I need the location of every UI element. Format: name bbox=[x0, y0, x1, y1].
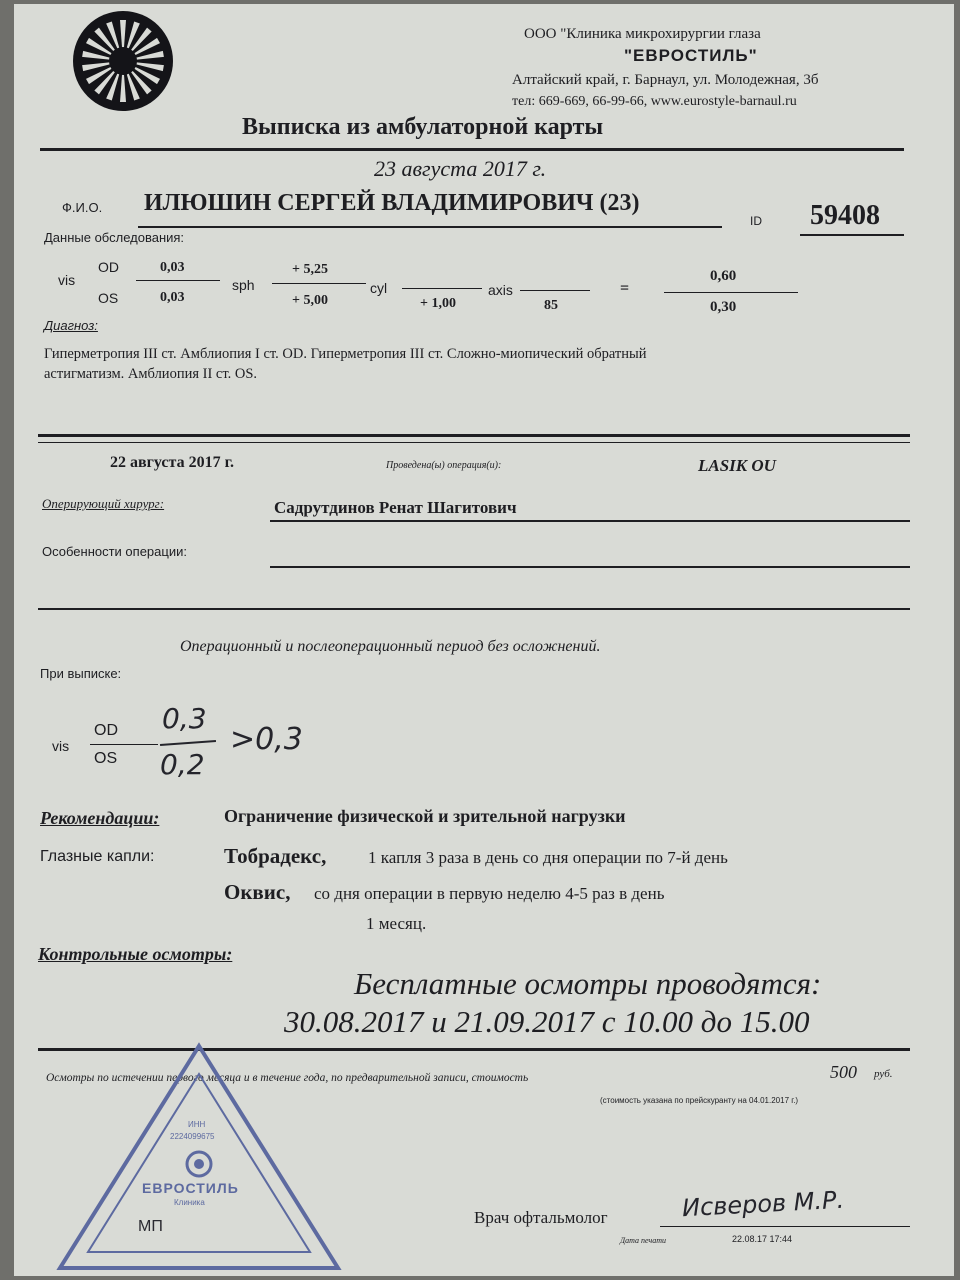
discharge-od-handwritten: 0,3 bbox=[162, 702, 207, 735]
discharge-vis-label: vis bbox=[52, 738, 70, 754]
document-title: Выписка из амбулаторной карты bbox=[242, 114, 604, 140]
fio-label: Ф.И.О. bbox=[62, 200, 103, 215]
os-axis-value: 85 bbox=[544, 298, 558, 313]
doctor-label: Врач офтальмолог bbox=[474, 1208, 608, 1227]
discharge-result-handwritten: >0,3 bbox=[230, 722, 303, 757]
axis-label: axis bbox=[488, 282, 513, 298]
stamp-clinic-name: ЕВРОСТИЛЬ bbox=[142, 1180, 239, 1196]
clinic-stamp bbox=[54, 1040, 344, 1274]
exam-od-label: OD bbox=[98, 259, 119, 275]
exam-label: Данные обследования: bbox=[44, 230, 185, 245]
operation-name: LASIK OU bbox=[698, 456, 776, 475]
result-fraction-line bbox=[664, 292, 798, 293]
drug2-dose: со дня операции в первую неделю 4-5 раз в день bbox=[314, 884, 665, 903]
document-date: 23 августа 2017 г. bbox=[374, 156, 547, 181]
sph-label: sph bbox=[232, 277, 255, 293]
title-underline bbox=[40, 148, 904, 151]
eye-drops-label: Глазные капли: bbox=[40, 848, 155, 865]
exam-os-label: OS bbox=[98, 290, 119, 306]
patient-name: ИЛЮШИН СЕРГЕЙ ВЛАДИМИРОВИЧ (23) bbox=[144, 190, 640, 216]
discharge-label: При выписке: bbox=[40, 666, 122, 681]
signature-line bbox=[660, 1226, 910, 1227]
checkups-line1: Бесплатные осмотры проводятся: bbox=[354, 966, 822, 1001]
discharge-hand-fraction-line bbox=[160, 740, 216, 746]
section-divider-thin bbox=[38, 442, 910, 443]
operation-performed-label: Проведена(ы) операция(и): bbox=[386, 460, 502, 471]
features-label: Особенности операции: bbox=[42, 544, 187, 559]
features-line bbox=[270, 566, 910, 568]
clinic-line1: ООО "Клиника микрохирургии глаза bbox=[524, 26, 761, 42]
od-vis-value: 0,03 bbox=[160, 260, 185, 275]
id-underline bbox=[800, 234, 904, 236]
name-underline bbox=[138, 226, 722, 228]
checkups-line2: 30.08.2017 и 21.09.2017 с 10.00 до 15.00 bbox=[284, 1004, 810, 1039]
period-note: Операционный и послеоперационный период без осложнений. bbox=[180, 638, 601, 655]
surgeon-name: Садрутдинов Ренат Шагитович bbox=[274, 498, 517, 517]
clinic-contacts: тел: 669-669, 66-99-66, www.eurostyle-barnaul.ru bbox=[512, 94, 797, 109]
diagnosis-line2: астигматизм. Амблиопия II ст. OS. bbox=[44, 366, 258, 382]
paid-checkups-note: Осмотры по истечении первого месяца и в течение года, по предварительной записи, стоимость bbox=[46, 1072, 529, 1084]
os-cyl-value: + 1,00 bbox=[420, 296, 456, 311]
axis-fraction-line bbox=[520, 290, 590, 291]
stamp-mp: МП bbox=[138, 1218, 163, 1235]
os-result-value: 0,30 bbox=[710, 299, 737, 315]
stamp-inn-number: 2224099675 bbox=[170, 1132, 215, 1141]
equals-sign: = bbox=[620, 280, 630, 297]
checkups-label: Контрольные осмотры: bbox=[38, 944, 233, 964]
discharge-fraction-line bbox=[90, 744, 158, 745]
od-result-value: 0,60 bbox=[710, 268, 737, 284]
doctor-signature: Исверов М.Р. bbox=[681, 1185, 845, 1223]
diagnosis-line1: Гиперметропия III ст. Амблиопия I ст. OD. Гиперметропия III ст. Сложно-миопический обратный bbox=[44, 346, 647, 362]
price-currency: руб. bbox=[874, 1068, 893, 1080]
price-list-note: (стоимость указана по прейскуранту на 04.01.2017 г.) bbox=[600, 1096, 799, 1105]
patient-id: 59408 bbox=[810, 200, 880, 231]
clinic-logo bbox=[70, 8, 176, 114]
features-line-2 bbox=[38, 608, 910, 610]
id-label: ID bbox=[750, 214, 762, 228]
surgeon-label: Оперирующий хирург: bbox=[42, 496, 165, 511]
print-date-label: Дата печати bbox=[620, 1236, 667, 1245]
operation-date: 22 августа 2017 г. bbox=[110, 454, 235, 471]
os-vis-value: 0,03 bbox=[160, 290, 185, 305]
discharge-os-handwritten: 0,2 bbox=[160, 748, 205, 781]
discharge-os-label: OS bbox=[94, 750, 118, 767]
cyl-fraction-line bbox=[402, 288, 482, 289]
os-sph-value: + 5,00 bbox=[292, 293, 328, 308]
surgeon-underline bbox=[270, 520, 910, 522]
exam-vis-label: vis bbox=[58, 272, 76, 288]
stamp-inn: ИНН bbox=[188, 1120, 206, 1129]
diagnosis-label: Диагноз: bbox=[44, 318, 98, 333]
section-divider-top bbox=[38, 434, 910, 437]
print-date-value: 22.08.17 17:44 bbox=[732, 1234, 793, 1244]
discharge-od-label: OD bbox=[94, 722, 118, 739]
drug1-name: Тобрадекс, bbox=[224, 844, 327, 868]
recommendations-text: Ограничение физической и зрительной нагрузки bbox=[224, 806, 626, 826]
od-sph-value: + 5,25 bbox=[292, 262, 328, 277]
vis-fraction-line bbox=[136, 280, 220, 281]
clinic-address: Алтайский край, г. Барнаул, ул. Молодежная, 3б bbox=[512, 72, 819, 88]
recommendations-label: Рекомендации: bbox=[40, 808, 160, 828]
price-value: 500 bbox=[830, 1062, 857, 1082]
drug2-duration: 1 месяц. bbox=[366, 914, 427, 933]
drug1-dose: 1 капля 3 раза в день со дня операции по 7-й день bbox=[368, 848, 728, 867]
discharge-document bbox=[14, 4, 954, 1276]
sph-fraction-line bbox=[272, 283, 366, 284]
cyl-label: cyl bbox=[370, 280, 388, 296]
clinic-name: "ЕВРОСТИЛЬ" bbox=[624, 46, 758, 65]
drug2-name: Оквис, bbox=[224, 880, 291, 904]
stamp-subtitle: Клиника bbox=[174, 1198, 205, 1207]
